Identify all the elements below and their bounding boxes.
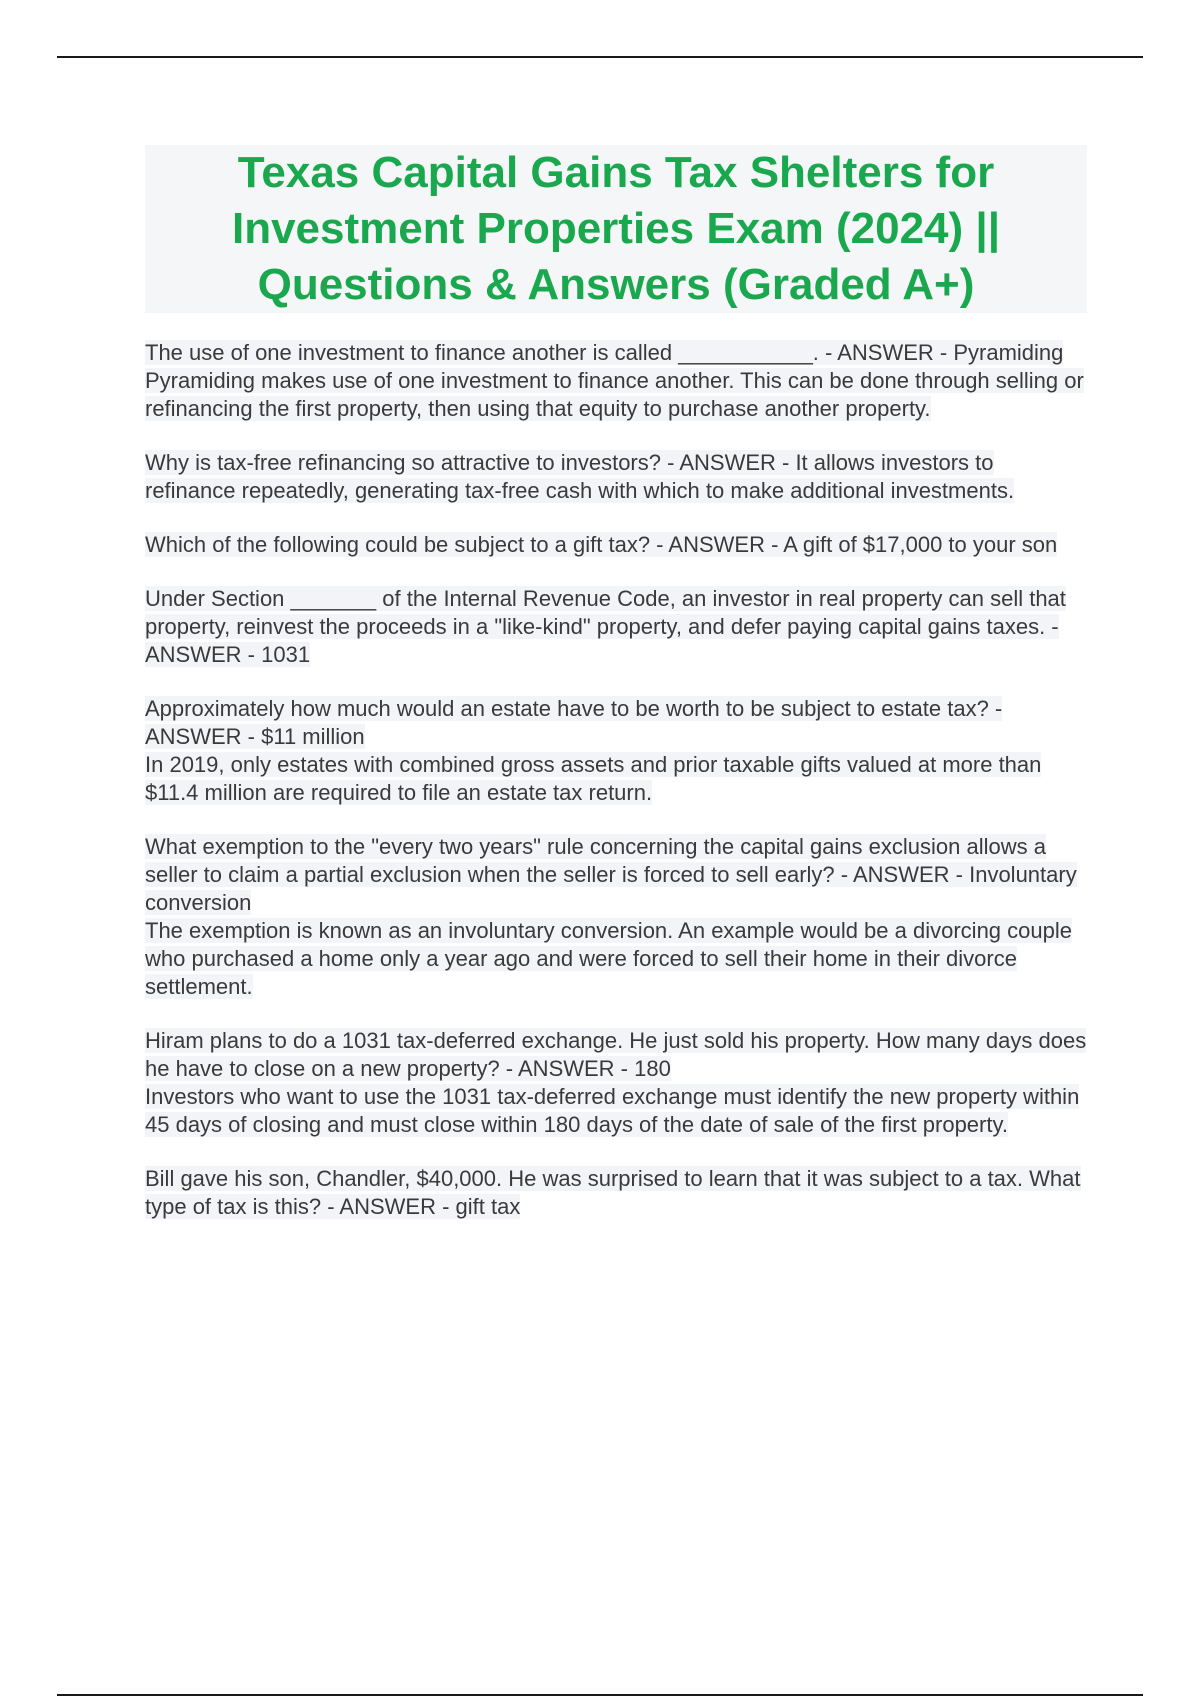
qa-item <box>145 1165 1090 1221</box>
answer-explanation: Pyramiding makes use of one investment to finance another. This can be done through selling or refinancing the first property, then using that equity to purchase another property. <box>145 368 1084 421</box>
qa-item <box>145 1027 1090 1139</box>
question-answer: Bill gave his son, Chandler, $40,000. He was surprised to learn that it was subject to a tax. What type of tax is this? - ANSWER - gift tax <box>145 1166 1081 1219</box>
question-answer: Approximately how much would an estate have to be worth to be subject to estate tax? - ANSWER - $11 million <box>145 696 1003 749</box>
question-answer: What exemption to the "every two years" rule concerning the capital gains exclusion allows a seller to claim a partial exclusion when the seller is forced to sell early? - ANSWER - Involuntary conversion <box>145 834 1077 915</box>
top-rule <box>57 56 1143 58</box>
question-answer: Why is tax-free refinancing so attractive to investors? - ANSWER - It allows investors to refinance repeatedly, generating tax-free cash with which to make additional investments. <box>145 450 1015 503</box>
qa-item <box>145 585 1090 669</box>
answer-explanation: The exemption is known as an involuntary conversion. An example would be a divorcing couple who purchased a home only a year ago and were forced to sell their home in their divorce settlement. <box>145 918 1072 999</box>
qa-item <box>145 695 1090 807</box>
title-banner <box>145 145 1087 313</box>
question-answer: The use of one investment to finance another is called ___________. - ANSWER - Pyramiding <box>145 340 1064 365</box>
qa-item <box>145 531 1090 559</box>
question-answer: Hiram plans to do a 1031 tax-deferred exchange. He just sold his property. How many days does he have to close on a new property? - ANSWER - 180 <box>145 1028 1087 1081</box>
question-answer: Under Section _______ of the Internal Revenue Code, an investor in real property can sell that property, reinvest the proceeds in a "like-kind" property, and defer paying capital gains taxes. - ANSWER - 1031 <box>145 586 1066 667</box>
qa-item <box>145 339 1090 423</box>
answer-explanation: Investors who want to use the 1031 tax-deferred exchange must identify the new property within 45 days of closing and must close within 180 days of the date of sale of the first property. <box>145 1084 1080 1137</box>
qa-list <box>145 339 1090 1247</box>
qa-item <box>145 449 1090 505</box>
question-answer: Which of the following could be subject to a gift tax? - ANSWER - A gift of $17,000 to your son <box>145 532 1058 557</box>
answer-explanation: In 2019, only estates with combined gross assets and prior taxable gifts valued at more than $11.4 million are required to file an estate tax return. <box>145 752 1042 805</box>
bottom-rule <box>57 1694 1143 1696</box>
qa-item <box>145 833 1090 1001</box>
document-title: Texas Capital Gains Tax Shelters for Investment Properties Exam (2024) || Questions & Answers (Graded A+) <box>231 148 1001 309</box>
